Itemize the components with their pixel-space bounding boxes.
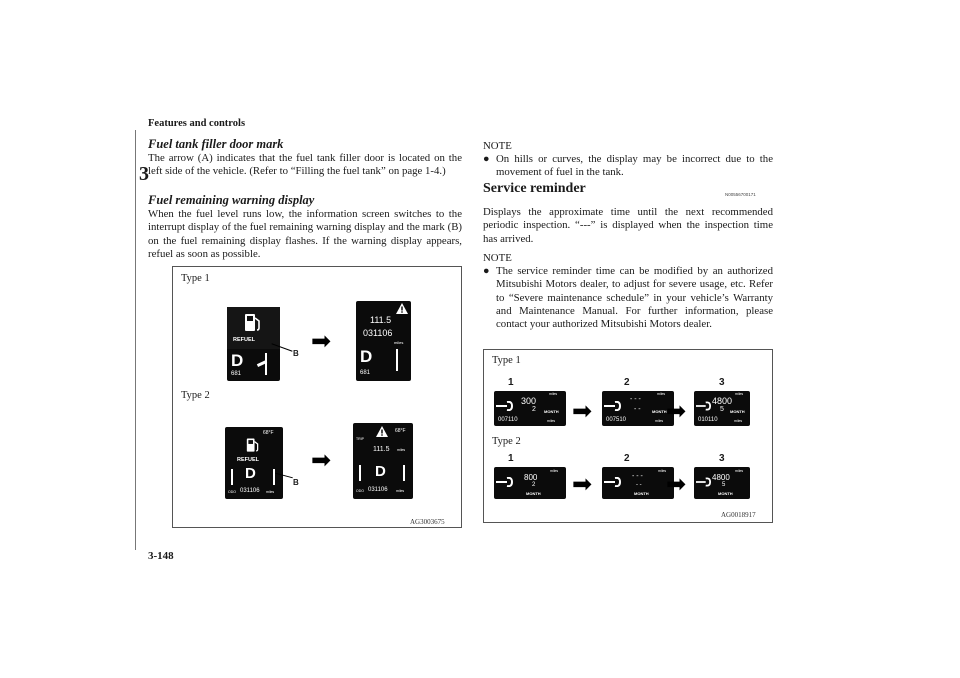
- fuel-gauge-bar: [403, 465, 405, 481]
- miles-label: miles: [549, 392, 558, 396]
- odo-label: ODO: [356, 489, 364, 493]
- odo-value: 681: [231, 371, 242, 377]
- wrench-icon: [496, 401, 513, 411]
- month-value: 2: [532, 482, 536, 488]
- running-header: Features and controls: [148, 118, 246, 129]
- month-label: MONTH: [652, 409, 667, 414]
- miles-label: miles: [550, 469, 559, 473]
- figure-code: AG0018917: [721, 511, 756, 519]
- paragraph-service-reminder: Displays the approximate time until the next recommended periodic inspection. “---” is displayed when the inspection time has arrived.: [483, 206, 773, 245]
- odo-value: 031106: [240, 488, 260, 494]
- type2-trip-display: [353, 423, 413, 499]
- temp-value: 68°F: [263, 430, 274, 436]
- paragraph-fuel-warning: When the fuel level runs low, the information screen switches to the interrupt display of the fuel remaining warning display and the mark (B) on the fuel remaining display flashes. If the warning display appears, refuel as soon as possible.: [148, 208, 462, 260]
- fuel-pump-icon: [245, 437, 261, 454]
- miles-value: 4800: [712, 396, 733, 406]
- odo-value: 010110: [698, 417, 718, 423]
- arrow-right-icon: ➡: [311, 446, 332, 474]
- type2-refuel-display: [225, 427, 283, 499]
- figure-type2-label: Type 2: [492, 436, 521, 447]
- figure-type2-label: Type 2: [181, 390, 210, 401]
- type2-reminder-display-1: [494, 467, 566, 499]
- miles-value: 300: [521, 396, 537, 406]
- trip-value: 111.5: [370, 315, 392, 325]
- month-label: MONTH: [634, 491, 649, 496]
- figure-fuel-warning: [172, 266, 462, 528]
- step-number: 3: [719, 453, 725, 464]
- miles-value: - - -: [630, 396, 641, 403]
- refuel-text: REFUEL: [233, 337, 255, 343]
- wrench-icon: [696, 401, 711, 411]
- figure-type1-label: Type 1: [181, 273, 210, 284]
- type1-reminder-display-2: [602, 391, 674, 426]
- trip-unit: miles: [397, 448, 406, 452]
- month-value: 5: [722, 482, 726, 488]
- unit-label: miles: [394, 340, 404, 345]
- note-text: On hills or curves, the display may be incorrect due to the movement of fuel in the tank.: [496, 153, 773, 179]
- note-text: The service reminder time can be modified by an authorized Mitsubishi Motors dealer, to adjust for severe usage, etc. Refer to “Severe maintenance schedule” in your vehicle’s Warranty and Maintenance Manual. For further information, please contact your authorized Mitsubishi Motors dealer.: [496, 265, 773, 331]
- miles-value: 800: [524, 473, 538, 482]
- unit-label: miles: [266, 490, 275, 494]
- label-b: B: [293, 349, 299, 358]
- month-label: MONTH: [718, 491, 733, 496]
- figure-code: AG3003675: [410, 518, 445, 526]
- unit-label: miles: [547, 419, 556, 423]
- bullet-icon: ●: [483, 265, 490, 277]
- arrow-right-icon: ➡: [311, 327, 332, 355]
- gear-indicator: D: [245, 465, 256, 482]
- section-code: N00556700171: [725, 192, 756, 197]
- bullet-icon: ●: [483, 153, 490, 165]
- note-bullet: [483, 265, 773, 331]
- fuel-pump-icon: [243, 312, 263, 334]
- arrow-right-icon: ➡: [572, 470, 593, 498]
- type2-reminder-display-3: [694, 467, 750, 499]
- month-value: - -: [634, 406, 641, 413]
- label-b: B: [293, 478, 299, 487]
- temp-gauge-bar: [359, 465, 361, 481]
- type1-trip-display: [356, 301, 411, 381]
- fuel-gauge-bar: [265, 353, 267, 375]
- odo-value: 031106: [363, 328, 393, 338]
- note-bullet: [483, 153, 773, 180]
- miles-label: miles: [657, 392, 666, 396]
- odo-value: 031106: [368, 487, 388, 493]
- miles-label: miles: [735, 392, 744, 396]
- miles-value: 4800: [712, 473, 730, 482]
- figure-service-reminder: [483, 349, 773, 523]
- unit-label: miles: [734, 419, 743, 423]
- side-rule: [135, 130, 136, 550]
- month-label: MONTH: [544, 409, 559, 414]
- unit-label: miles: [655, 419, 664, 423]
- step-number: 3: [719, 377, 725, 388]
- step-number: 1: [508, 453, 514, 464]
- arrow-right-icon: ➡: [666, 397, 687, 425]
- miles-label: miles: [658, 469, 667, 473]
- step-number: 2: [624, 377, 630, 388]
- trip-value: 111.5: [373, 446, 390, 453]
- arrow-right-icon: ➡: [666, 470, 687, 498]
- wrench-icon: [604, 477, 621, 487]
- gear-indicator: D: [360, 347, 373, 366]
- odo-value: 007510: [606, 417, 627, 423]
- month-value: 5: [720, 406, 724, 413]
- miles-label: miles: [735, 469, 744, 473]
- refuel-text: REFUEL: [237, 457, 259, 463]
- month-value: - -: [636, 482, 642, 488]
- unit-label: miles: [396, 489, 405, 493]
- heading-service-reminder: Service reminder: [483, 181, 586, 196]
- month-value: 2: [532, 406, 536, 413]
- warning-triangle-icon: [396, 303, 408, 314]
- temp-value: 681: [360, 370, 371, 376]
- type1-reminder-display-1: [494, 391, 566, 426]
- note-label: NOTE: [483, 140, 512, 152]
- paragraph-filler-door: The arrow (A) indicates that the fuel tank filler door is located on the left side of the vehicle. (Refer to “Filling the fuel tank” on page 1-4.): [148, 152, 462, 178]
- miles-value: - - -: [632, 473, 643, 480]
- heading-fuel-tank-filler-door-mark: Fuel tank filler door mark: [148, 137, 284, 151]
- trip-label: TRIP: [356, 437, 364, 441]
- temp-gauge-bar: [231, 469, 233, 485]
- warning-triangle-icon: [376, 426, 388, 437]
- temp-value: 68°F: [395, 428, 406, 434]
- type1-reminder-display-3: [694, 391, 750, 426]
- wrench-icon: [604, 401, 621, 411]
- note-label: NOTE: [483, 252, 512, 264]
- odo-label: ODO: [228, 490, 236, 494]
- figure-type1-label: Type 1: [492, 355, 521, 366]
- arrow-right-icon: ➡: [572, 397, 593, 425]
- fuel-gauge-bar: [273, 469, 275, 485]
- wrench-icon: [696, 477, 711, 487]
- gear-indicator: D: [375, 463, 386, 480]
- month-label: MONTH: [526, 491, 541, 496]
- heading-fuel-remaining-warning: Fuel remaining warning display: [148, 193, 315, 207]
- step-number: 1: [508, 377, 514, 388]
- month-label: MONTH: [730, 409, 745, 414]
- chapter-tab: 3: [139, 163, 149, 185]
- step-number: 2: [624, 453, 630, 464]
- gear-indicator: D: [231, 351, 244, 370]
- wrench-icon: [496, 477, 513, 487]
- page-number: 3-148: [148, 550, 174, 562]
- type2-reminder-display-2: [602, 467, 674, 499]
- odo-value: 007110: [498, 417, 518, 423]
- fuel-gauge-bar: [396, 349, 398, 371]
